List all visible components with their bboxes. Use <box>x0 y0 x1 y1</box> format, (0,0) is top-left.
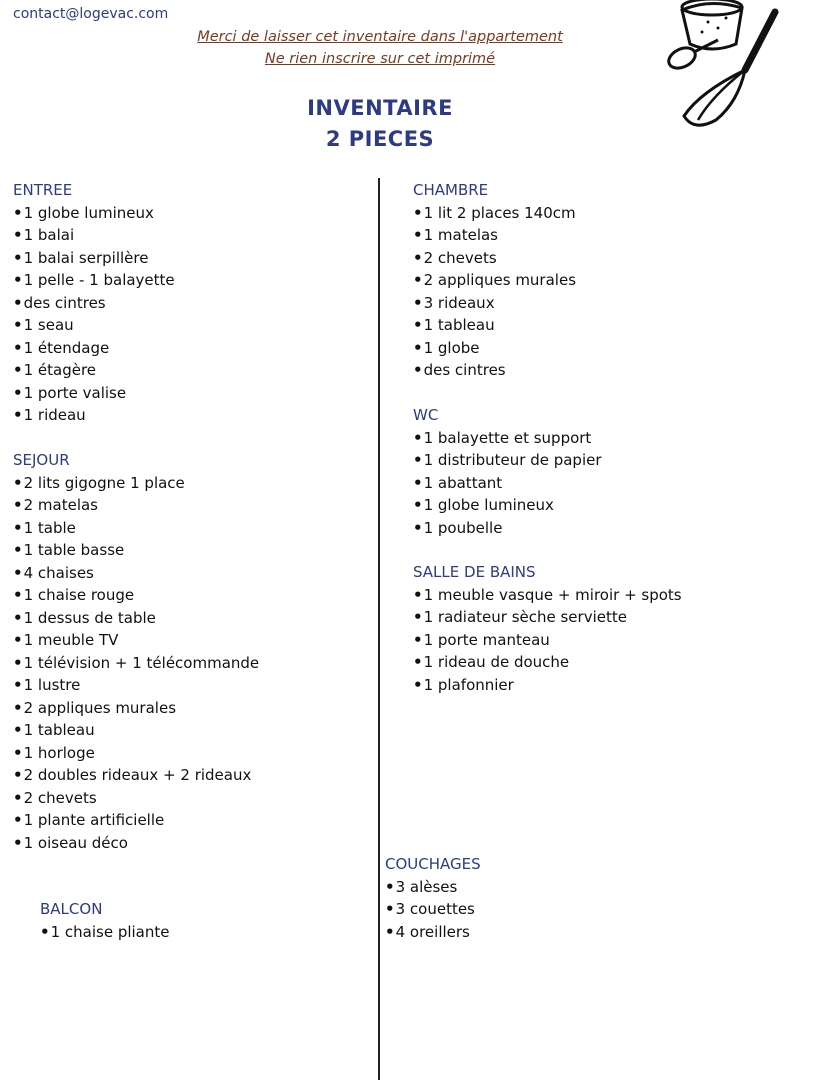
section-balcon <box>40 898 170 943</box>
list-item: • 1 abattant <box>413 472 602 495</box>
list-item: • 3 couettes <box>385 898 481 921</box>
list-item: • 1 lustre <box>13 674 259 697</box>
section-title: CHAMBRE <box>413 181 489 199</box>
page-subtitle: 2 PIECES <box>325 127 435 151</box>
list-item: • des cintres <box>413 359 576 382</box>
list-item: • 1 chaise rouge <box>13 584 259 607</box>
item-list <box>13 472 259 855</box>
list-item: • 1 table basse <box>13 539 259 562</box>
list-item: • 2 matelas <box>13 494 259 517</box>
contact-email: contact@logevac.com <box>13 6 169 22</box>
section-chambre <box>413 179 576 382</box>
list-item: • 2 chevets <box>413 247 576 270</box>
notice-do-not-write: Ne rien inscrire sur cet imprimé <box>264 51 496 67</box>
section-title: ENTREE <box>13 181 73 199</box>
list-item: • 1 meuble TV <box>13 629 259 652</box>
section-title: BALCON <box>40 900 103 918</box>
section-wc <box>413 404 602 539</box>
item-list <box>413 584 682 697</box>
page-title: INVENTAIRE <box>307 96 453 120</box>
item-list <box>413 202 576 382</box>
list-item: • 1 chaise pliante <box>40 921 170 944</box>
item-list <box>385 876 481 944</box>
list-item: • 2 lits gigogne 1 place <box>13 472 259 495</box>
column-divider <box>378 178 380 1080</box>
list-item: • 4 chaises <box>13 562 259 585</box>
section-title: COUCHAGES <box>385 855 481 873</box>
notice-leave-inventory: Merci de laisser cet inventaire dans l'appartement <box>197 29 563 45</box>
list-item: • 1 télévision + 1 télécommande <box>13 652 259 675</box>
list-item: • 1 porte manteau <box>413 629 682 652</box>
list-item: • 2 doubles rideaux + 2 rideaux <box>13 764 259 787</box>
section-title: SALLE DE BAINS <box>413 563 536 581</box>
list-item: • 1 matelas <box>413 224 576 247</box>
list-item: • 1 poubelle <box>413 517 602 540</box>
list-item: • 1 tableau <box>13 719 259 742</box>
section-couchages <box>385 853 481 943</box>
list-item: • 1 balai serpillère <box>13 247 175 270</box>
list-item: • 1 seau <box>13 314 175 337</box>
list-item: • 1 globe lumineux <box>413 494 602 517</box>
list-item: • 1 balai <box>13 224 175 247</box>
list-item: • 4 oreillers <box>385 921 481 944</box>
list-item: • 3 rideaux <box>413 292 576 315</box>
list-item: • 1 pelle - 1 balayette <box>13 269 175 292</box>
list-item: • 2 appliques murales <box>13 697 259 720</box>
list-item: • 1 étagère <box>13 359 175 382</box>
section-entree <box>13 179 175 427</box>
list-item: • 3 alèses <box>385 876 481 899</box>
list-item: • 1 tableau <box>413 314 576 337</box>
item-list <box>13 202 175 427</box>
list-item: • 1 dessus de table <box>13 607 259 630</box>
list-item: • 1 rideau <box>13 404 175 427</box>
list-item: • 1 étendage <box>13 337 175 360</box>
item-list <box>413 427 602 540</box>
section-title: WC <box>413 406 439 424</box>
section-salle-de-bains <box>413 561 682 696</box>
list-item: • 1 plante artificielle <box>13 809 259 832</box>
list-item: • 2 chevets <box>13 787 259 810</box>
list-item: • 1 distributeur de papier <box>413 449 602 472</box>
list-item: • 1 rideau de douche <box>413 651 682 674</box>
list-item: • 1 porte valise <box>13 382 175 405</box>
list-item: • 1 lit 2 places 140cm <box>413 202 576 225</box>
list-item: • 1 plafonnier <box>413 674 682 697</box>
item-list <box>40 921 170 944</box>
list-item: • 1 radiateur sèche serviette <box>413 606 682 629</box>
list-item: • 2 appliques murales <box>413 269 576 292</box>
list-item: • 1 horloge <box>13 742 259 765</box>
section-sejour <box>13 449 259 854</box>
list-item: • des cintres <box>13 292 175 315</box>
list-item: • 1 globe lumineux <box>13 202 175 225</box>
list-item: • 1 globe <box>413 337 576 360</box>
list-item: • 1 meuble vasque + miroir + spots <box>413 584 682 607</box>
list-item: • 1 balayette et support <box>413 427 602 450</box>
list-item: • 1 table <box>13 517 259 540</box>
section-title: SEJOUR <box>13 451 70 469</box>
list-item: • 1 oiseau déco <box>13 832 259 855</box>
